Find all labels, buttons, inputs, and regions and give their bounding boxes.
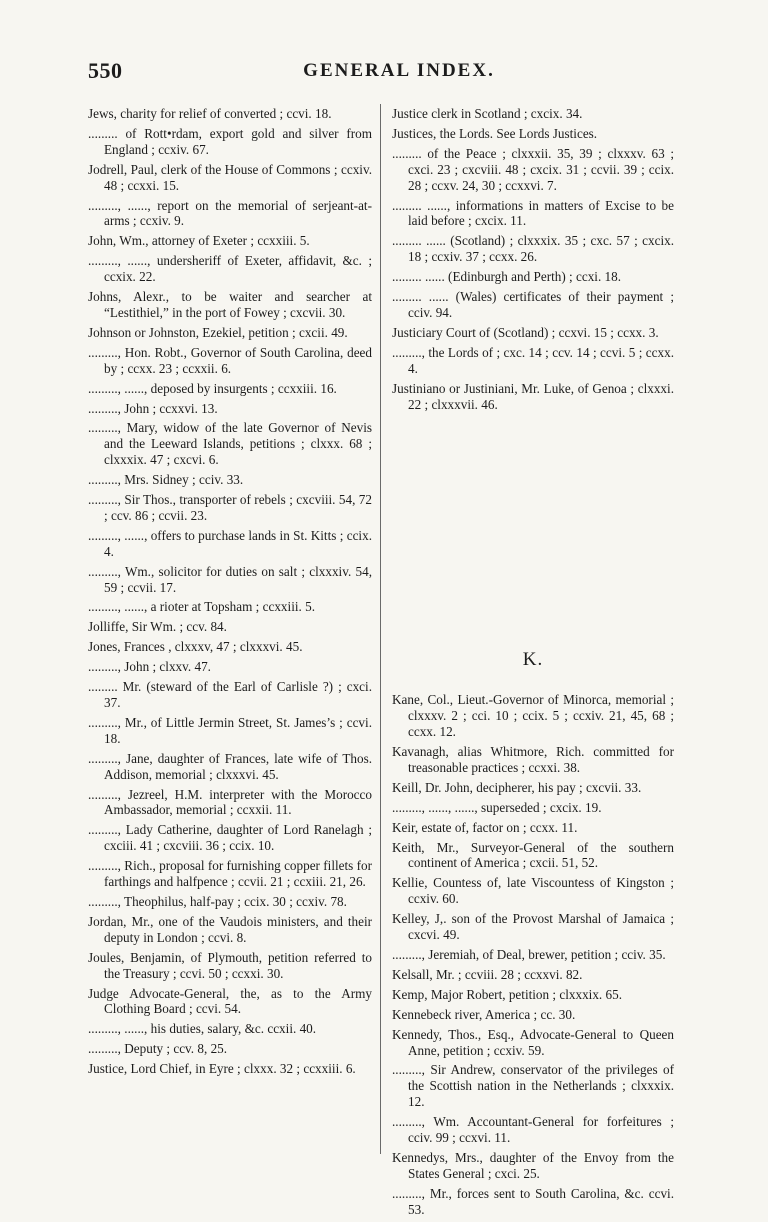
left-column	[88, 106, 372, 1081]
index-entry: Johnson or Johnston, Ezekiel, petition ; cxcii. 49.	[88, 324, 348, 340]
index-entry: ........., ......, a rioter at Topsham ; ccxxiii. 5.	[88, 599, 316, 615]
index-entry: ........., Lady Catherine, daughter of Lord Ranelagh ; cxciii. 41 ; cxcviii. 36 ; ccix. 10.	[88, 822, 372, 854]
index-entry: Keir, estate of, factor on ; ccxx. 11.	[392, 819, 578, 835]
index-entry: Justices, the Lords. See Lords Justices.	[392, 125, 598, 141]
index-entry: John, Wm., attorney of Exeter ; ccxxiii. 5.	[88, 233, 310, 249]
index-entry: Jodrell, Paul, clerk of the House of Commons ; ccxiv. 48 ; ccxxi. 15.	[88, 161, 372, 193]
index-entry: ........., Sir Thos., transporter of rebels ; cxcviii. 54, 72 ; ccv. 86 ; ccvii. 23.	[88, 492, 372, 523]
index-entry: ........., John ; clxxv. 47.	[88, 659, 211, 675]
index-entry: ........., John ; ccxxvi. 13.	[88, 400, 218, 416]
index-entry: ........., Hon. Robt., Governor of South Carolina, deed by ; ccxx. 23 ; ccxxii. 6.	[88, 344, 372, 376]
index-entry: ......... ...... (Wales) certificates of their payment ; cciv. 94.	[392, 289, 674, 320]
column-divider	[380, 104, 381, 1154]
index-entry: Kennedys, Mrs., daughter of the Envoy from the States General ; cxci. 25.	[392, 1149, 674, 1181]
index-entry: Kennedy, Thos., Esq., Advocate-General to Queen Anne, petition ; ccxiv. 59.	[392, 1026, 674, 1058]
index-entry: ........., Sir Andrew, conservator of the privileges of the Scottish nation in the Netherlands ; clxxxix. 12.	[392, 1062, 674, 1110]
index-entry: ........., the Lords of ; cxc. 14 ; ccv. 14 ; ccvi. 5 ; ccxx. 4.	[392, 344, 674, 376]
index-entry: ........., Mary, widow of the late Governor of Nevis and the Leeward Islands, petitions ; clxxx. 68 ; clxxxix. 47 ; cxcvi. 6.	[88, 420, 372, 468]
index-entry: Kavanagh, alias Whitmore, Rich. committed for treasonable practices ; ccxxi. 38.	[392, 744, 674, 775]
page-number: 550	[88, 58, 123, 83]
index-entry: ........., Rich., proposal for furnishing copper fillets for farthings and halfpence ; ccvii. 21 ; ccxiii. 21, 26.	[88, 858, 372, 890]
index-entry: Johns, Alexr., to be waiter and searcher at “Lestithiel,” in the port of Fowey ; cxcvii. 30.	[88, 289, 372, 320]
page-header	[88, 58, 710, 92]
index-entry: Justiciary Court of (Scotland) ; ccxvi. 15 ; ccxx. 3.	[392, 324, 659, 340]
index-entry: Keill, Dr. John, decipherer, his pay ; cxcvii. 33.	[392, 779, 642, 795]
index-entry: Jews, charity for relief of converted ; ccvi. 18.	[88, 106, 332, 121]
index-entry: Jordan, Mr., one of the Vaudois ministers, and their deputy in London ; ccvi. 8.	[88, 913, 372, 945]
index-entry: Keith, Mr., Surveyor-General of the southern continent of America ; cxcii. 51, 52.	[392, 839, 674, 871]
index-entry: ........., ......, undersheriff of Exeter, affidavit, &c. ; ccxix. 22.	[88, 253, 372, 285]
index-entry: ........., ......, deposed by insurgents ; ccxxiii. 16.	[88, 380, 337, 396]
index-entry: Kemp, Major Robert, petition ; clxxxix. 65.	[392, 986, 623, 1002]
index-entry: Kane, Col., Lieut.-Governor of Minorca, memorial ; clxxxv. 2 ; cci. 10 ; ccix. 5 ; ccxiv. 21, 45, 68 ; ccxx. 12.	[392, 692, 674, 740]
index-entry: Joules, Benjamin, of Plymouth, petition referred to the Treasury ; ccvi. 50 ; ccxxi. 30.	[88, 949, 372, 981]
section-letter: K.	[522, 649, 544, 671]
index-entry: Justice clerk in Scotland ; cxcix. 34.	[392, 106, 583, 121]
right-column-j-entries	[392, 106, 674, 412]
index-entry: Justice, Lord Chief, in Eyre ; clxxx. 32 ; ccxxiii. 6.	[88, 1061, 356, 1077]
index-entry: ......... of Rott•rdam, export gold and silver from England ; ccxiv. 67.	[88, 125, 372, 157]
index-entry: ......... ......, informations in matters of Excise to be laid before ; cxcix. 11.	[392, 197, 674, 229]
index-entry: Judge Advocate-General, the, as to the Army Clothing Board ; ccvi. 54.	[88, 985, 372, 1017]
index-entry: ......... ...... (Edinburgh and Perth) ; ccxi. 18.	[392, 269, 622, 285]
index-entry: ......... of the Peace ; clxxxii. 35, 39 ; clxxxv. 63 ; cxci. 23 ; cxcviii. 48 ; cxcix. 31 ; ccvii. 39 ; ccix. 28 ; ccxv. 24, 30 ; ccxxvi. 7.	[392, 145, 674, 193]
index-entry: ........., Wm., solicitor for duties on salt ; clxxxiv. 54, 59 ; ccvii. 17.	[88, 563, 372, 595]
index-entry: ........., Theophilus, half-pay ; ccix. 30 ; ccxiv. 78.	[88, 893, 347, 909]
index-entry: ........., Jeremiah, of Deal, brewer, petition ; cciv. 35.	[392, 947, 666, 962]
right-column-k-entries	[392, 692, 674, 1217]
index-entry: Kennebeck river, America ; cc. 30.	[392, 1006, 576, 1022]
index-entry: ........., Deputy ; ccv. 8, 25.	[88, 1041, 228, 1057]
index-entry: ......... ...... (Scotland) ; clxxxix. 35 ; cxc. 57 ; cxcix. 18 ; ccxiv. 37 ; ccxx. 26.	[392, 233, 674, 265]
index-entry: Kelsall, Mr. ; ccviii. 28 ; ccxxvi. 82.	[392, 966, 583, 982]
index-entry: Jones, Frances , clxxxv, 47 ; clxxxvi. 45.	[88, 639, 303, 655]
index-entry: ........., ......, his duties, salary, &c. ccxii. 40.	[88, 1021, 317, 1037]
index-entry: ........., ......, report on the memorial of serjeant-at-arms ; ccxiv. 9.	[88, 197, 372, 229]
index-entry: Kellie, Countess of, late Viscountess of Kingston ; ccxiv. 60.	[392, 875, 674, 907]
running-title: GENERAL INDEX.	[303, 60, 495, 81]
index-entry: ........., Mr., forces sent to South Carolina, &c. ccvi. 53.	[392, 1185, 674, 1217]
index-entry: ........., Jezreel, H.M. interpreter with the Morocco Ambassador, memorial ; ccxxii. 11.	[88, 786, 372, 818]
index-entry: Jolliffe, Sir Wm. ; ccv. 84.	[88, 619, 227, 635]
index-entry: Justiniano or Justiniani, Mr. Luke, of Genoa ; clxxxi. 22 ; clxxxvii. 46.	[392, 380, 674, 412]
index-entry: ........., Mrs. Sidney ; cciv. 33.	[88, 472, 244, 488]
index-entry: ........., Wm. Accountant-General for forfeitures ; cciv. 99 ; ccxvi. 11.	[392, 1114, 674, 1146]
index-entry: ......... Mr. (steward of the Earl of Carlisle ?) ; cxci. 37.	[88, 679, 372, 710]
right-column	[392, 106, 674, 1222]
index-entry: ........., Mr., of Little Jermin Street, St. James’s ; ccvi. 18.	[88, 714, 372, 746]
index-entry: ........., Jane, daughter of Frances, late wife of Thos. Addison, memorial ; clxxxvi. 45.	[88, 750, 372, 782]
index-entry: ........., ......, offers to purchase lands in St. Kitts ; ccix. 4.	[88, 527, 372, 559]
index-entry: Kelley, J,. son of the Provost Marshal of Jamaica ; cxcvi. 49.	[392, 911, 674, 943]
index-entry: ........., ......, ......, superseded ; cxcix. 19.	[392, 799, 602, 815]
